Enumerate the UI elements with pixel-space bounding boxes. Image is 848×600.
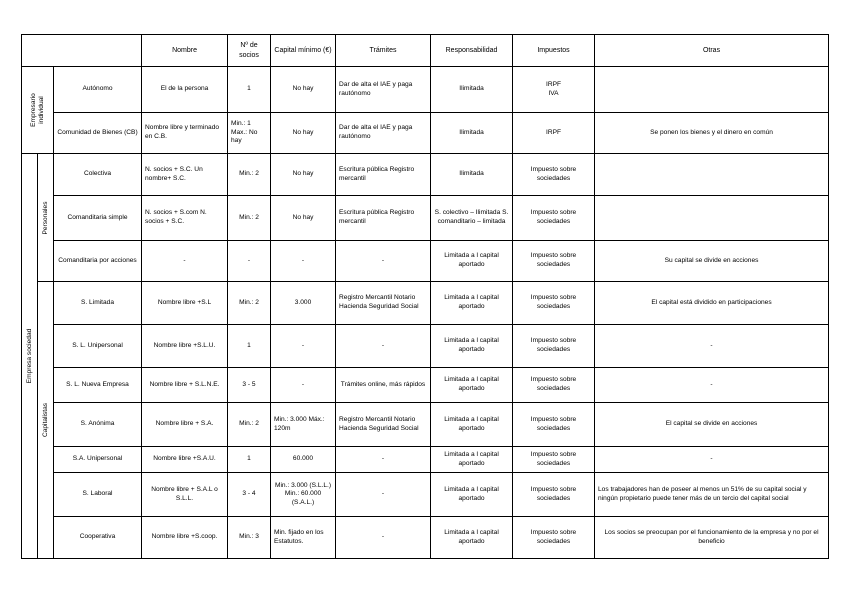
cell-socios: 1 xyxy=(228,447,271,473)
cell-tipo: Autónomo xyxy=(54,67,142,113)
header-tramites: Trámites xyxy=(336,35,431,67)
cell-tramites: Dar de alta el IAE y paga rautónomo xyxy=(336,67,431,113)
cell-tipo: S. L. Nueva Empresa xyxy=(54,368,142,403)
cell-tramites: - xyxy=(336,325,431,368)
cell-capital: No hay xyxy=(271,67,336,113)
cell-nombre: El de la persona xyxy=(142,67,228,113)
cell-capital: No hay xyxy=(271,154,336,196)
cell-nombre: - xyxy=(142,241,228,282)
cell-nombre: Nombre libre +S.L.U. xyxy=(142,325,228,368)
cell-socios: Min.: 2 xyxy=(228,154,271,196)
header-row xyxy=(22,35,829,67)
cell-impuestos: Impuesto sobre sociedades xyxy=(513,517,595,559)
cell-tramites: - xyxy=(336,241,431,282)
cell-impuestos: Impuesto sobre sociedades xyxy=(513,403,595,447)
cell-tramites: - xyxy=(336,473,431,517)
cell-otras: Su capital se divide en acciones xyxy=(595,241,829,282)
cell-tramites: Trámites online, más rápidos xyxy=(336,368,431,403)
cell-impuestos: Impuesto sobre sociedades xyxy=(513,154,595,196)
header-otras: Otras xyxy=(595,35,829,67)
cell-responsabilidad: Limitada a l capital aportado xyxy=(431,325,513,368)
cell-capital: Min. fijado en los Estatutos. xyxy=(271,517,336,559)
cell-nombre: Nombre libre +S.L xyxy=(142,282,228,325)
cell-capital: - xyxy=(271,241,336,282)
cell-tipo: Comunidad de Bienes (CB) xyxy=(54,113,142,154)
table-row xyxy=(22,241,829,282)
header-responsabilidad: Responsabilidad xyxy=(431,35,513,67)
cell-tramites: Dar de alta el IAE y paga rautónomo xyxy=(336,113,431,154)
header-corner xyxy=(22,35,142,67)
cell-responsabilidad: Limitada a l capital aportado xyxy=(431,368,513,403)
cell-capital: Min.: 3.000 Máx.: 120m xyxy=(271,403,336,447)
cell-responsabilidad: Limitada a l capital aportado xyxy=(431,447,513,473)
cell-otras: Los socios se preocupan por el funcionamiento de la empresa y no por el beneficio xyxy=(595,517,829,559)
table-row xyxy=(22,517,829,559)
table-row xyxy=(22,403,829,447)
cell-socios: Min.: 2 xyxy=(228,196,271,241)
cell-impuestos: Impuesto sobre sociedades xyxy=(513,325,595,368)
cell-impuestos: Impuesto sobre sociedades xyxy=(513,282,595,325)
cell-tramites: Registro Mercantil Notario Hacienda Seguridad Social xyxy=(336,282,431,325)
table-row xyxy=(22,67,829,113)
table-row xyxy=(22,368,829,403)
cell-responsabilidad: Limitada a l capital aportado xyxy=(431,403,513,447)
cell-tipo: S. Laboral xyxy=(54,473,142,517)
cell-responsabilidad: Limitada a l capital aportado xyxy=(431,282,513,325)
cell-nombre: Nombre libre + S.A. xyxy=(142,403,228,447)
cell-otras: El capital se divide en acciones xyxy=(595,403,829,447)
cell-responsabilidad: Limitada a l capital aportado xyxy=(431,517,513,559)
cell-capital: Min.: 3.000 (S.L.L.) Min.: 60.000 (S.A.L.) xyxy=(271,473,336,517)
cell-responsabilidad: Ilimitada xyxy=(431,154,513,196)
cell-responsabilidad: Limitada a l capital aportado xyxy=(431,241,513,282)
impuesto-item: IVA xyxy=(548,89,559,97)
subgroup-label: Personales xyxy=(41,201,49,234)
cell-socios: Min.: 2 xyxy=(228,403,271,447)
cell-tipo: S. L. Unipersonal xyxy=(54,325,142,368)
cell-tipo: Colectiva xyxy=(54,154,142,196)
table-row xyxy=(22,325,829,368)
cell-responsabilidad: Ilimitada xyxy=(431,67,513,113)
cell-nombre: Nombre libre + S.L.N.E. xyxy=(142,368,228,403)
header-capital: Capital mínimo (€) xyxy=(271,35,336,67)
cell-responsabilidad: S. colectivo – Ilimitada S. comanditario – limitada xyxy=(431,196,513,241)
impuesto-item: IRPF xyxy=(546,80,562,88)
cell-nombre: Nombre libre +S.coop. xyxy=(142,517,228,559)
cell-socios: 3 - 5 xyxy=(228,368,271,403)
cell-tramites: - xyxy=(336,447,431,473)
cell-socios: 1 xyxy=(228,67,271,113)
cell-responsabilidad: Limitada a l capital aportado xyxy=(431,473,513,517)
cell-impuestos: Impuesto sobre sociedades xyxy=(513,368,595,403)
cell-socios: 1 xyxy=(228,325,271,368)
cell-socios: - xyxy=(228,241,271,282)
cell-socios: Min.: 3 xyxy=(228,517,271,559)
cell-responsabilidad: Ilimitada xyxy=(431,113,513,154)
group-empresa-sociedad xyxy=(22,154,38,559)
cell-impuestos: Impuesto sobre sociedades xyxy=(513,473,595,517)
cell-capital: 3.000 xyxy=(271,282,336,325)
cell-impuestos: IRPF xyxy=(513,113,595,154)
cell-otras: Se ponen los bienes y el dinero en común xyxy=(595,113,829,154)
company-types-table xyxy=(21,34,829,559)
cell-nombre: N. socios + S.com N. socios + S.C. xyxy=(142,196,228,241)
cell-otras xyxy=(595,67,829,113)
table-row xyxy=(22,113,829,154)
cell-tipo: S. Limitada xyxy=(54,282,142,325)
cell-socios: Min.: 1 Max.: No hay xyxy=(228,113,271,154)
cell-nombre: Nombre libre + S.A.L o S.L.L. xyxy=(142,473,228,517)
table-row xyxy=(22,196,829,241)
cell-tipo: Comanditaria simple xyxy=(54,196,142,241)
cell-tramites: - xyxy=(336,517,431,559)
cell-capital: - xyxy=(271,325,336,368)
header-socios: Nº de socios xyxy=(228,35,271,67)
table-row xyxy=(22,473,829,517)
cell-tipo: Cooperativa xyxy=(54,517,142,559)
cell-tipo: S. Anónima xyxy=(54,403,142,447)
header-nombre: Nombre xyxy=(142,35,228,67)
cell-otras: El capital está dividido en participaciones xyxy=(595,282,829,325)
cell-otras xyxy=(595,196,829,241)
cell-otras: - xyxy=(595,447,829,473)
cell-capital: - xyxy=(271,368,336,403)
cell-nombre: Nombre libre y terminado en C.B. xyxy=(142,113,228,154)
table-row xyxy=(22,154,829,196)
cell-otras xyxy=(595,154,829,196)
cell-impuestos: Impuesto sobre sociedades xyxy=(513,196,595,241)
group-label: Empresario individual xyxy=(29,93,45,127)
table-row xyxy=(22,447,829,473)
cell-capital: No hay xyxy=(271,113,336,154)
subgroup-personales xyxy=(38,154,54,282)
cell-impuestos: Impuesto sobre sociedades xyxy=(513,447,595,473)
subgroup-capitalistas xyxy=(38,282,54,559)
table-row xyxy=(22,282,829,325)
subgroup-label: Capitalistas xyxy=(41,402,49,438)
cell-tipo: Comanditaria por acciones xyxy=(54,241,142,282)
cell-nombre: Nombre libre +S.A.U. xyxy=(142,447,228,473)
cell-impuestos: Impuesto sobre sociedades xyxy=(513,241,595,282)
group-empresario-individual xyxy=(22,67,54,154)
cell-capital: 60.000 xyxy=(271,447,336,473)
cell-otras: Los trabajadores han de poseer al menos un 51% de su capital social y ningún propietario puede tener más de un tercio del capital social xyxy=(595,473,829,517)
cell-capital: No hay xyxy=(271,196,336,241)
cell-impuestos xyxy=(513,67,595,113)
cell-tramites: Registro Mercantil Notario Hacienda Seguridad Social xyxy=(336,403,431,447)
group-label: Empresa sociedad xyxy=(25,328,33,384)
cell-tramites: Escritura pública Registro mercantil xyxy=(336,196,431,241)
header-impuestos: Impuestos xyxy=(513,35,595,67)
cell-tipo: S.A. Unipersonal xyxy=(54,447,142,473)
cell-tramites: Escritura pública Registro mercantil xyxy=(336,154,431,196)
cell-otras: - xyxy=(595,325,829,368)
cell-nombre: N. socios + S.C. Un nombre+ S.C. xyxy=(142,154,228,196)
cell-socios: Min.: 2 xyxy=(228,282,271,325)
cell-socios: 3 - 4 xyxy=(228,473,271,517)
cell-otras: - xyxy=(595,368,829,403)
